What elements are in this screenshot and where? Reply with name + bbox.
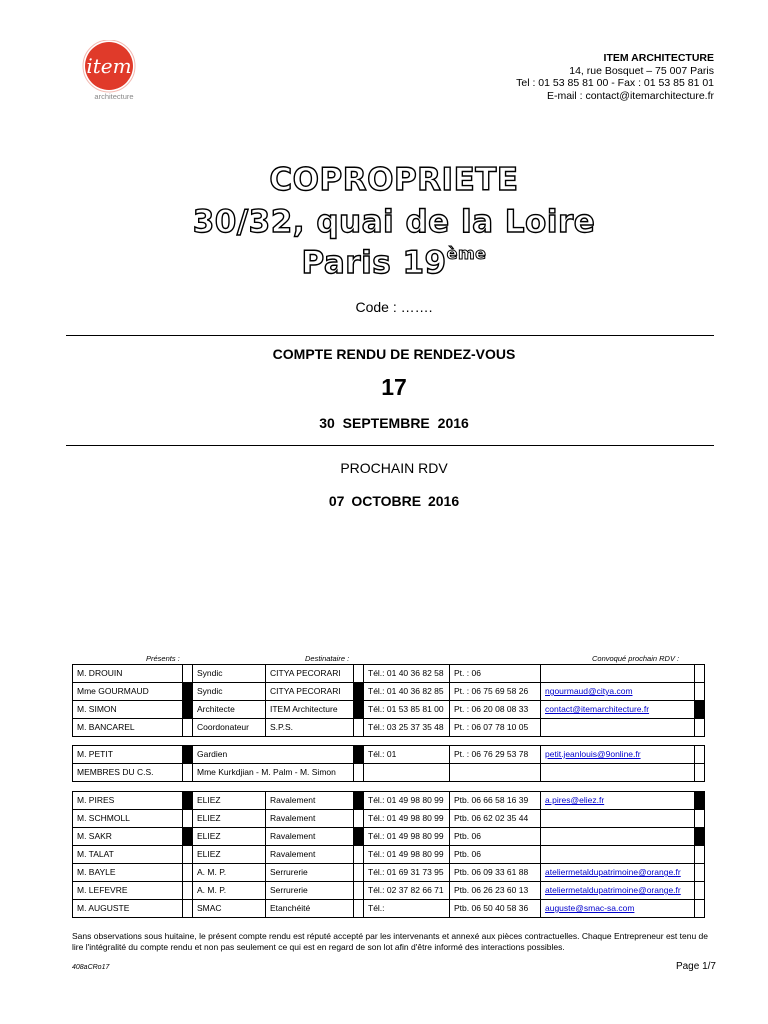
- page-number: Page 1/7: [675, 961, 716, 972]
- attendee-email-link[interactable]: petit.jeanlouis@9online.fr: [545, 749, 641, 759]
- recipient-marker: [354, 864, 364, 882]
- attendee-name: M. DROUIN: [73, 665, 183, 683]
- attendee-name: MEMBRES DU C.S.: [73, 764, 183, 782]
- company-address: 14, rue Bosquet – 75 007 Paris: [569, 64, 714, 77]
- attendee-mobile: Ptb. 06 50 40 58 36: [450, 900, 541, 918]
- attendee-email-cell: [541, 828, 695, 846]
- attendee-mobile: Ptb. 06 66 58 16 39: [450, 792, 541, 810]
- attendee-row: [73, 810, 705, 828]
- attendees-table-3: [72, 791, 705, 918]
- divider-top: [66, 335, 714, 336]
- attendee-phone: Tél.: 01 69 31 73 95: [364, 864, 450, 882]
- attendee-company: Serrurerie: [266, 882, 354, 900]
- recipient-marker: [354, 846, 364, 864]
- attendee-company: Etanchéité: [266, 900, 354, 918]
- presence-marker: [183, 701, 193, 719]
- presence-marker: [183, 828, 193, 846]
- attendee-phone: Tél.: 01 49 98 80 99: [364, 846, 450, 864]
- attendee-email-link[interactable]: ngourmaud@citya.com: [545, 686, 633, 696]
- divider-bottom: [66, 445, 714, 446]
- logo-subtext: architecture: [94, 92, 134, 101]
- attendee-phone: Tél.: 01 40 36 82 85: [364, 683, 450, 701]
- attendee-phone: Tél.: 01 53 85 81 00: [364, 701, 450, 719]
- convocation-marker: [695, 810, 705, 828]
- company-info: [516, 52, 714, 102]
- attendee-email-cell: [541, 701, 695, 719]
- attendee-phone: Tél.: 02 37 82 66 71: [364, 882, 450, 900]
- attendee-role: A. M. P.: [193, 882, 266, 900]
- presence-marker: [183, 683, 193, 701]
- attendee-mobile: Pt. : 06 75 69 58 26: [450, 683, 541, 701]
- attendee-name: M. SCHMOLL: [73, 810, 183, 828]
- company-name: ITEM ARCHITECTURE: [603, 52, 714, 64]
- convocation-marker: [695, 764, 705, 782]
- attendee-role: Coordonateur: [193, 719, 266, 737]
- next-meeting-label: PROCHAIN RDV: [340, 460, 448, 476]
- attendee-email-link[interactable]: auguste@smac-sa.com: [545, 903, 635, 913]
- attendee-email-cell: [541, 719, 695, 737]
- attendee-phone: Tél.: 03 25 37 35 48: [364, 719, 450, 737]
- attendee-name: M. PETIT: [73, 746, 183, 764]
- attendee-company: CITYA PECORARI: [266, 683, 354, 701]
- presence-marker: [183, 719, 193, 737]
- attendee-role: ELIEZ: [193, 810, 266, 828]
- attendee-name: M. LEFEVRE: [73, 882, 183, 900]
- company-phone: Tel : 01 53 85 81 00 - Fax : 01 53 85 81 01: [516, 77, 714, 89]
- attendee-row: [73, 846, 705, 864]
- convocation-marker: [695, 746, 705, 764]
- attendee-email-cell: [541, 882, 695, 900]
- document-reference: 408aCRo17: [72, 964, 110, 971]
- convocation-marker: [695, 683, 705, 701]
- attendee-row: [73, 719, 705, 737]
- presence-marker: [183, 810, 193, 828]
- convocation-marker: [695, 792, 705, 810]
- presence-marker: [183, 864, 193, 882]
- attendee-role: ELIEZ: [193, 846, 266, 864]
- attendee-mobile: Pt. : 06 07 78 10 05: [450, 719, 541, 737]
- header-convoque: Convoqué prochain RDV :: [592, 654, 680, 663]
- attendee-name: M. AUGUSTE: [73, 900, 183, 918]
- title-line-3-text: Paris 19: [301, 245, 447, 281]
- attendee-row: [73, 864, 705, 882]
- attendee-email-link[interactable]: ateliermetaldupatrimoine@orange.fr: [545, 885, 681, 895]
- recipient-marker: [354, 665, 364, 683]
- attendee-mobile: Ptb. 06 26 23 60 13: [450, 882, 541, 900]
- attendee-company: Ravalement: [266, 810, 354, 828]
- code-label: Code : …….: [355, 299, 433, 315]
- attendee-mobile: Pt. : 06 20 08 08 33: [450, 701, 541, 719]
- attendee-email-cell: [541, 746, 695, 764]
- recipient-marker: [354, 719, 364, 737]
- attendee-name: M. BANCAREL: [73, 719, 183, 737]
- attendee-email-cell: [541, 864, 695, 882]
- presence-marker: [183, 846, 193, 864]
- logo-text: item: [86, 54, 132, 78]
- attendee-row: [73, 792, 705, 810]
- item-logo-icon: [74, 40, 146, 102]
- attendee-mobile: Ptb. 06: [450, 846, 541, 864]
- attendee-email-cell: [541, 683, 695, 701]
- attendee-email-cell: [541, 810, 695, 828]
- company-email: E-mail : contact@itemarchitecture.fr: [546, 89, 714, 102]
- attendee-phone: [364, 764, 450, 782]
- attendee-mobile: Pt. : 06: [450, 665, 541, 683]
- attendee-role: ELIEZ: [193, 792, 266, 810]
- recipient-marker: [354, 701, 364, 719]
- recipient-marker: [354, 683, 364, 701]
- attendee-role: Syndic: [193, 683, 266, 701]
- attendee-row: [73, 882, 705, 900]
- recipient-marker: [354, 746, 364, 764]
- attendee-email-link[interactable]: contact@itemarchitecture.fr: [545, 704, 650, 714]
- convocation-marker: [695, 900, 705, 918]
- attendees-table-2: [72, 745, 705, 782]
- attendee-email-cell: [541, 764, 695, 782]
- convocation-marker: [695, 846, 705, 864]
- title-superscript: ème: [446, 244, 487, 263]
- convocation-marker: [695, 864, 705, 882]
- attendee-email-cell: [541, 792, 695, 810]
- attendee-email-cell: [541, 846, 695, 864]
- attendee-role: Gardien: [193, 746, 354, 764]
- header-destinataire: Destinataire :: [305, 654, 350, 663]
- attendee-company: S.P.S.: [266, 719, 354, 737]
- attendee-row: [73, 701, 705, 719]
- presence-marker: [183, 900, 193, 918]
- company-logo: [74, 40, 146, 102]
- attendee-company: Ravalement: [266, 846, 354, 864]
- attendee-role: Mme Kurkdjian - M. Palm - M. Simon: [193, 764, 354, 782]
- recipient-marker: [354, 882, 364, 900]
- attendee-row: [73, 900, 705, 918]
- attendee-role: ELIEZ: [193, 828, 266, 846]
- footer-disclaimer: Sans observations sous huitaine, le présent compte rendu est réputé accepté par les intervenants et annexé aux pièces contractuelles. Chaque Entrepreneur est tenu de lire l'intégralité du compte rendu et non pas seulement ce qui est en regard de son lot afin d'être informé des interactions possibles.: [72, 931, 709, 952]
- attendee-row: [73, 665, 705, 683]
- presence-marker: [183, 746, 193, 764]
- attendee-email-link[interactable]: ateliermetaldupatrimoine@orange.fr: [545, 867, 681, 877]
- presence-marker: [183, 792, 193, 810]
- attendee-role: Architecte: [193, 701, 266, 719]
- attendee-role: SMAC: [193, 900, 266, 918]
- attendee-mobile: Ptb. 06 62 02 35 44: [450, 810, 541, 828]
- attendee-email-cell: [541, 900, 695, 918]
- attendee-row: [73, 683, 705, 701]
- attendee-company: CITYA PECORARI: [266, 665, 354, 683]
- attendee-email-link[interactable]: a.pires@eliez.fr: [545, 795, 605, 805]
- attendee-role: Syndic: [193, 665, 266, 683]
- attendee-row: [73, 764, 705, 782]
- recipient-marker: [354, 900, 364, 918]
- header-presents: Présents :: [146, 654, 180, 663]
- title-line-1: COPROPRIETE: [269, 162, 519, 198]
- recipient-marker: [354, 792, 364, 810]
- recipient-marker: [354, 810, 364, 828]
- attendee-email-cell: [541, 665, 695, 683]
- attendee-role: A. M. P.: [193, 864, 266, 882]
- attendee-name: M. TALAT: [73, 846, 183, 864]
- title-line-3: [0, 244, 768, 281]
- attendee-phone: Tél.: 01 49 98 80 99: [364, 792, 450, 810]
- next-meeting-date: 07 OCTOBRE 2016: [328, 493, 460, 509]
- attendee-name: M. BAYLE: [73, 864, 183, 882]
- attendee-mobile: Ptb. 06 09 33 61 88: [450, 864, 541, 882]
- attendee-mobile: Pt. : 06 76 29 53 78: [450, 746, 541, 764]
- presence-marker: [183, 882, 193, 900]
- attendee-row: [73, 746, 705, 764]
- presence-marker: [183, 665, 193, 683]
- attendee-phone: Tél.: 01: [364, 746, 450, 764]
- recipient-marker: [354, 828, 364, 846]
- attendee-name: Mme GOURMAUD: [73, 683, 183, 701]
- report-date: 30 SEPTEMBRE 2016: [319, 415, 469, 431]
- attendee-phone: Tél.: 01 49 98 80 99: [364, 810, 450, 828]
- attendee-phone: Tél.: 01 40 36 82 58: [364, 665, 450, 683]
- presence-marker: [183, 764, 193, 782]
- attendees-table-1: [72, 664, 705, 737]
- convocation-marker: [695, 828, 705, 846]
- attendee-company: ITEM Architecture: [266, 701, 354, 719]
- attendee-company: Ravalement: [266, 828, 354, 846]
- attendee-company: Ravalement: [266, 792, 354, 810]
- attendee-mobile: Ptb. 06: [450, 828, 541, 846]
- attendee-company: Serrurerie: [266, 864, 354, 882]
- attendee-name: M. PIRES: [73, 792, 183, 810]
- report-number: 17: [381, 374, 407, 400]
- attendee-phone: Tél.:: [364, 900, 450, 918]
- attendee-row: [73, 828, 705, 846]
- attendee-phone: Tél.: 01 49 98 80 99: [364, 828, 450, 846]
- attendee-name: M. SIMON: [73, 701, 183, 719]
- attendee-mobile: [450, 764, 541, 782]
- recipient-marker: [354, 764, 364, 782]
- convocation-marker: [695, 665, 705, 683]
- report-heading: COMPTE RENDU DE RENDEZ-VOUS: [272, 346, 516, 362]
- convocation-marker: [695, 882, 705, 900]
- convocation-marker: [695, 719, 705, 737]
- convocation-marker: [695, 701, 705, 719]
- title-line-2: 30/32, quai de la Loire: [192, 204, 596, 240]
- attendee-name: M. SAKR: [73, 828, 183, 846]
